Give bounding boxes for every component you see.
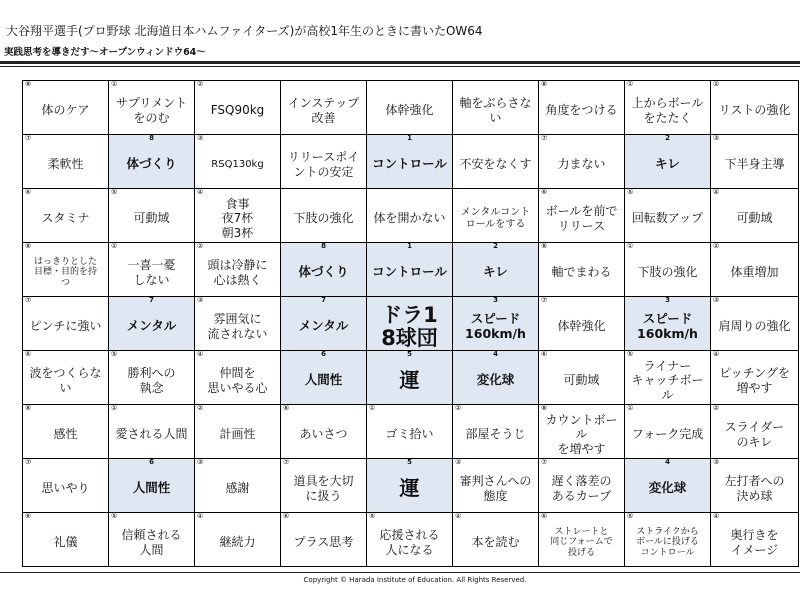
cell-text: 上からボール をたたく — [631, 96, 704, 125]
cell-text: あいさつ — [299, 427, 348, 442]
sub-goal-cell-humanity — [108, 458, 195, 513]
grid-cell-r6-c9 — [710, 350, 799, 405]
cell-text: スピード 160km/h — [465, 310, 526, 341]
cell-text: 力まない — [557, 157, 606, 172]
cell-number-marker: ④ — [197, 188, 204, 196]
cell-text: サプリメント をのむ — [115, 96, 188, 125]
grid-cell-r3-c6 — [452, 188, 539, 243]
cell-number-marker: 4 — [493, 350, 498, 358]
cell-number-marker: ⑤ — [627, 512, 634, 520]
cell-number-marker: 5 — [407, 350, 412, 358]
cell-text: 運 — [399, 475, 420, 500]
cell-number-marker: ③ — [197, 296, 204, 304]
cell-number-marker: ⑦ — [541, 458, 548, 466]
sub-goal-cell-body-building — [108, 134, 195, 189]
cell-number-marker: ① — [111, 404, 118, 412]
grid-cell-r5-c3 — [194, 296, 281, 351]
cell-text: 食事 夜7杯 朝3杯 — [221, 197, 254, 240]
grid-cell-r8-c3 — [194, 458, 281, 513]
sub-goal-cell-luck — [366, 350, 453, 405]
grid-cell-r6-c1 — [22, 350, 109, 405]
cell-text: 運 — [399, 367, 420, 392]
grid-cell-r9-c2 — [108, 512, 195, 567]
cell-number-marker: ⑥ — [283, 512, 290, 520]
sub-goal-cell-breaking-ball — [624, 458, 711, 513]
cell-text: 角度をつける — [545, 103, 618, 118]
grid-cell-r5-c1 — [22, 296, 109, 351]
cell-text: ゴミ拾い — [385, 427, 434, 442]
grid-cell-r1-c7 — [538, 80, 625, 135]
cell-text: 下肢の強化 — [637, 265, 698, 280]
cell-number-marker: ⑥ — [25, 512, 32, 520]
cell-text: スライダー のキレ — [724, 420, 785, 449]
cell-text: ストライクから ボールに投げる コントロール — [636, 526, 699, 558]
cell-number-marker: ⑧ — [541, 80, 548, 88]
grid-cell-r1-c5 — [366, 80, 453, 135]
grid-cell-r2-c3 — [194, 134, 281, 189]
grid-cell-r2-c9 — [710, 134, 799, 189]
grid-cell-r4-c9 — [710, 242, 799, 297]
cell-number-marker: 5 — [407, 458, 412, 466]
grid-cell-r7-c6 — [452, 404, 539, 459]
grid-cell-r7-c7 — [538, 404, 625, 459]
cell-number-marker: ① — [111, 242, 118, 250]
grid-cell-r9-c8 — [624, 512, 711, 567]
grid-cell-r8-c1 — [22, 458, 109, 513]
cell-text: キレ — [655, 156, 680, 172]
cell-number-marker: ③ — [455, 458, 462, 466]
cell-text: 不安をなくす — [459, 157, 532, 172]
sub-goal-cell-sharpness — [452, 242, 539, 297]
cell-text: 継続力 — [219, 535, 256, 550]
cell-text: 下半身主導 — [724, 157, 785, 172]
cell-text: 体のケア — [41, 103, 90, 118]
grid-cell-r3-c5 — [366, 188, 453, 243]
cell-number-marker: ① — [627, 242, 634, 250]
cell-number-marker: ④ — [197, 350, 204, 358]
cell-number-marker: 6 — [321, 350, 326, 358]
bottom-divider — [0, 572, 800, 573]
cell-text: 愛される人間 — [115, 427, 188, 442]
cell-number-marker: ⑦ — [541, 296, 548, 304]
cell-number-marker: ③ — [713, 296, 720, 304]
grid-cell-r1-c4 — [280, 80, 367, 135]
cell-text: 軸をぶらさない — [459, 96, 532, 125]
cell-number-marker: ④ — [713, 188, 720, 196]
grid-cell-r5-c7 — [538, 296, 625, 351]
cell-text: ストレートと 同じフォームで 投げる — [550, 526, 613, 558]
cell-text: 変化球 — [648, 480, 687, 496]
grid-cell-r3-c3 — [194, 188, 281, 243]
cell-text: 仲間を 思いやる心 — [207, 366, 268, 395]
top-divider-thin — [0, 66, 800, 67]
cell-text: インステップ 改善 — [287, 96, 360, 125]
cell-number-marker: ⑦ — [541, 134, 548, 142]
cell-number-marker: ⑤ — [111, 512, 118, 520]
cell-number-marker: ④ — [713, 512, 720, 520]
grid-cell-r8-c9 — [710, 458, 799, 513]
cell-text: プラス思考 — [293, 535, 354, 550]
cell-text: 回転数アップ — [631, 211, 704, 226]
cell-text: 下肢の強化 — [293, 211, 354, 226]
cell-text: ピッチングを 増やす — [719, 366, 790, 395]
sub-goal-cell-humanity — [280, 350, 367, 405]
copyright-footer: Copyright © Harada Institute of Education. All Rights Reserved. — [303, 576, 527, 584]
grid-cell-r7-c9 — [710, 404, 799, 459]
grid-cell-r7-c1 — [22, 404, 109, 459]
cell-number-marker: ⑤ — [627, 188, 634, 196]
sub-goal-cell-speed — [452, 296, 539, 351]
grid-cell-r2-c7 — [538, 134, 625, 189]
grid-cell-r1-c2 — [108, 80, 195, 135]
cell-text: リリースポイ ントの安定 — [287, 150, 360, 179]
cell-number-marker: ⑦ — [283, 458, 290, 466]
grid-cell-r6-c8 — [624, 350, 711, 405]
cell-text: 計画性 — [219, 427, 256, 442]
cell-text: ドラ1 8球団 — [381, 303, 438, 350]
sub-goal-cell-body-building — [280, 242, 367, 297]
cell-number-marker: ⑥ — [541, 512, 548, 520]
cell-text: ボールを前で リリース — [545, 204, 618, 233]
page-subtitle: 実践思考を導きだす～オープンウィンドウ64～ — [4, 47, 206, 58]
cell-text: 人間性 — [304, 372, 343, 388]
cell-number-marker: ④ — [455, 512, 462, 520]
cell-number-marker: ⑤ — [369, 512, 376, 520]
cell-text: 一喜一憂 しない — [127, 258, 176, 287]
cell-number-marker: 4 — [665, 458, 670, 466]
cell-text: 雰囲気に 流されない — [207, 312, 268, 341]
cell-number-marker: ③ — [197, 458, 204, 466]
page-title: 大谷翔平選手(プロ野球 北海道日本ハムファイターズ)が高校1年生のときに書いたOW64 — [6, 24, 483, 38]
central-goal-cell — [366, 296, 453, 351]
cell-number-marker: 8 — [149, 134, 154, 142]
sub-goal-cell-mental — [280, 296, 367, 351]
grid-cell-r3-c9 — [710, 188, 799, 243]
grid-cell-r8-c6 — [452, 458, 539, 513]
cell-text: 体重増加 — [730, 265, 779, 280]
cell-number-marker: 1 — [407, 242, 412, 250]
cell-number-marker: ⑤ — [111, 188, 118, 196]
cell-text: 応援される 人になる — [379, 528, 440, 557]
cell-number-marker: ⑤ — [111, 350, 118, 358]
cell-text: 可動域 — [133, 211, 170, 226]
cell-text: キレ — [483, 264, 508, 280]
grid-cell-r3-c1 — [22, 188, 109, 243]
grid-cell-r6-c3 — [194, 350, 281, 405]
grid-cell-r3-c8 — [624, 188, 711, 243]
grid-cell-r8-c4 — [280, 458, 367, 513]
cell-number-marker: ⑤ — [627, 350, 634, 358]
sub-goal-cell-control — [366, 134, 453, 189]
cell-text: 感謝 — [225, 481, 250, 496]
cell-text: メンタルコント ロールをする — [460, 206, 531, 230]
grid-cell-r4-c1 — [22, 242, 109, 297]
cell-number-marker: 2 — [665, 134, 670, 142]
cell-text: フォーク完成 — [631, 427, 704, 442]
grid-cell-r6-c2 — [108, 350, 195, 405]
grid-cell-r4-c2 — [108, 242, 195, 297]
cell-text: 感性 — [53, 427, 78, 442]
grid-cell-r9-c7 — [538, 512, 625, 567]
cell-text: 柔軟性 — [47, 157, 84, 172]
grid-cell-r3-c7 — [538, 188, 625, 243]
cell-number-marker: ① — [627, 404, 634, 412]
sub-goal-cell-control — [366, 242, 453, 297]
top-divider — [0, 61, 800, 64]
cell-text: 信頼される 人間 — [121, 528, 182, 557]
cell-number-marker: ③ — [713, 458, 720, 466]
cell-text: 体づくり — [298, 264, 349, 280]
cell-number-marker: ① — [369, 404, 376, 412]
grid-cell-r9-c6 — [452, 512, 539, 567]
cell-number-marker: ① — [627, 80, 634, 88]
cell-number-marker: 6 — [149, 458, 154, 466]
grid-cell-r7-c2 — [108, 404, 195, 459]
grid-cell-r2-c4 — [280, 134, 367, 189]
cell-text: RSQ130kg — [211, 158, 264, 170]
grid-cell-r8-c7 — [538, 458, 625, 513]
cell-text: 審判さんへの 態度 — [459, 474, 532, 503]
cell-number-marker: 2 — [493, 242, 498, 250]
cell-text: 変化球 — [476, 372, 515, 388]
cell-text: 体幹強化 — [557, 319, 606, 334]
cell-number-marker: ② — [713, 80, 720, 88]
grid-cell-r7-c5 — [366, 404, 453, 459]
cell-text: ピンチに強い — [29, 319, 102, 334]
cell-number-marker: ② — [713, 404, 720, 412]
grid-cell-r9-c4 — [280, 512, 367, 567]
cell-text: 左打者への 決め球 — [724, 474, 785, 503]
cell-number-marker: ⑧ — [541, 242, 548, 250]
grid-cell-r9-c3 — [194, 512, 281, 567]
cell-text: 人間性 — [132, 480, 171, 496]
cell-number-marker: ⑦ — [25, 296, 32, 304]
cell-text: 体づくり — [126, 156, 177, 172]
sub-goal-cell-speed — [624, 296, 711, 351]
cell-number-marker: 7 — [321, 296, 326, 304]
sub-goal-cell-mental — [108, 296, 195, 351]
cell-number-marker: ⑦ — [25, 458, 32, 466]
cell-text: コントロール — [372, 264, 447, 280]
grid-cell-r7-c8 — [624, 404, 711, 459]
cell-number-marker: ⑥ — [25, 188, 32, 196]
grid-cell-r1-c6 — [452, 80, 539, 135]
cell-text: 可動域 — [563, 373, 600, 388]
cell-text: 奥行きを イメージ — [730, 528, 779, 557]
grid-cell-r1-c3 — [194, 80, 281, 135]
cell-number-marker: ⑧ — [541, 404, 548, 412]
mandala-chart-grid — [22, 80, 798, 566]
grid-cell-r7-c4 — [280, 404, 367, 459]
cell-text: 部屋そうじ — [465, 427, 526, 442]
cell-number-marker: ⑥ — [541, 188, 548, 196]
cell-text: 軸でまわる — [551, 265, 612, 280]
cell-text: 遅く落差の あるカーブ — [551, 474, 612, 503]
cell-number-marker: ⑧ — [25, 404, 32, 412]
grid-cell-r6-c7 — [538, 350, 625, 405]
cell-number-marker: ② — [713, 242, 720, 250]
cell-number-marker: ⑥ — [25, 350, 32, 358]
cell-text: 勝利への 執念 — [127, 366, 176, 395]
grid-cell-r1-c8 — [624, 80, 711, 135]
cell-number-marker: ② — [197, 80, 204, 88]
cell-number-marker: ③ — [713, 134, 720, 142]
cell-text: 礼儀 — [53, 535, 78, 550]
cell-text: 波をつくらない — [29, 366, 102, 395]
cell-text: メンタル — [298, 318, 349, 334]
cell-number-marker: ② — [455, 404, 462, 412]
cell-number-marker: ⑧ — [25, 242, 32, 250]
sub-goal-cell-sharpness — [624, 134, 711, 189]
cell-number-marker: ④ — [713, 350, 720, 358]
cell-number-marker: ④ — [197, 512, 204, 520]
cell-text: カウントボール を増やす — [545, 413, 618, 456]
cell-number-marker: 3 — [665, 296, 670, 304]
grid-cell-r2-c6 — [452, 134, 539, 189]
grid-cell-r9-c1 — [22, 512, 109, 567]
cell-text: 肩周りの強化 — [718, 319, 791, 334]
cell-text: 道具を大切 に扱う — [293, 474, 354, 503]
cell-number-marker: ③ — [197, 134, 204, 142]
cell-number-marker: 7 — [149, 296, 154, 304]
cell-text: 頭は冷静に 心は熱く — [207, 258, 268, 287]
cell-text: ライナー キャッチボール — [631, 359, 704, 402]
cell-number-marker: ⑧ — [25, 80, 32, 88]
cell-number-marker: ② — [197, 242, 204, 250]
sub-goal-cell-luck — [366, 458, 453, 513]
cell-number-marker: ⑦ — [25, 134, 32, 142]
cell-text: メンタル — [126, 318, 177, 334]
grid-cell-r4-c8 — [624, 242, 711, 297]
cell-number-marker: ⑥ — [541, 350, 548, 358]
cell-number-marker: 3 — [493, 296, 498, 304]
grid-cell-r9-c9 — [710, 512, 799, 567]
grid-cell-r1-c1 — [22, 80, 109, 135]
cell-text: 本を読む — [471, 535, 520, 550]
cell-text: 思いやり — [41, 481, 90, 496]
grid-cell-r4-c3 — [194, 242, 281, 297]
cell-number-marker: ① — [111, 80, 118, 88]
grid-cell-r4-c7 — [538, 242, 625, 297]
cell-number-marker: 1 — [407, 134, 412, 142]
grid-cell-r5-c9 — [710, 296, 799, 351]
grid-cell-r7-c3 — [194, 404, 281, 459]
grid-cell-r9-c5 — [366, 512, 453, 567]
cell-text: リストの強化 — [718, 103, 791, 118]
cell-text: スタミナ — [41, 211, 90, 226]
cell-text: はっきりとした 目標・目的を持 つ — [33, 256, 97, 288]
cell-number-marker: 8 — [321, 242, 326, 250]
grid-cell-r2-c1 — [22, 134, 109, 189]
cell-text: スピード 160km/h — [637, 310, 698, 341]
cell-number-marker: ② — [197, 404, 204, 412]
cell-text: 体を開かない — [373, 211, 446, 226]
cell-text: 可動域 — [736, 211, 773, 226]
grid-cell-r3-c4 — [280, 188, 367, 243]
cell-text: コントロール — [372, 156, 447, 172]
grid-cell-r3-c2 — [108, 188, 195, 243]
sub-goal-cell-breaking-ball — [452, 350, 539, 405]
cell-text: 体幹強化 — [385, 103, 434, 118]
cell-text: FSQ90kg — [210, 103, 265, 118]
cell-number-marker: ⑧ — [283, 404, 290, 412]
grid-cell-r1-c9 — [710, 80, 799, 135]
